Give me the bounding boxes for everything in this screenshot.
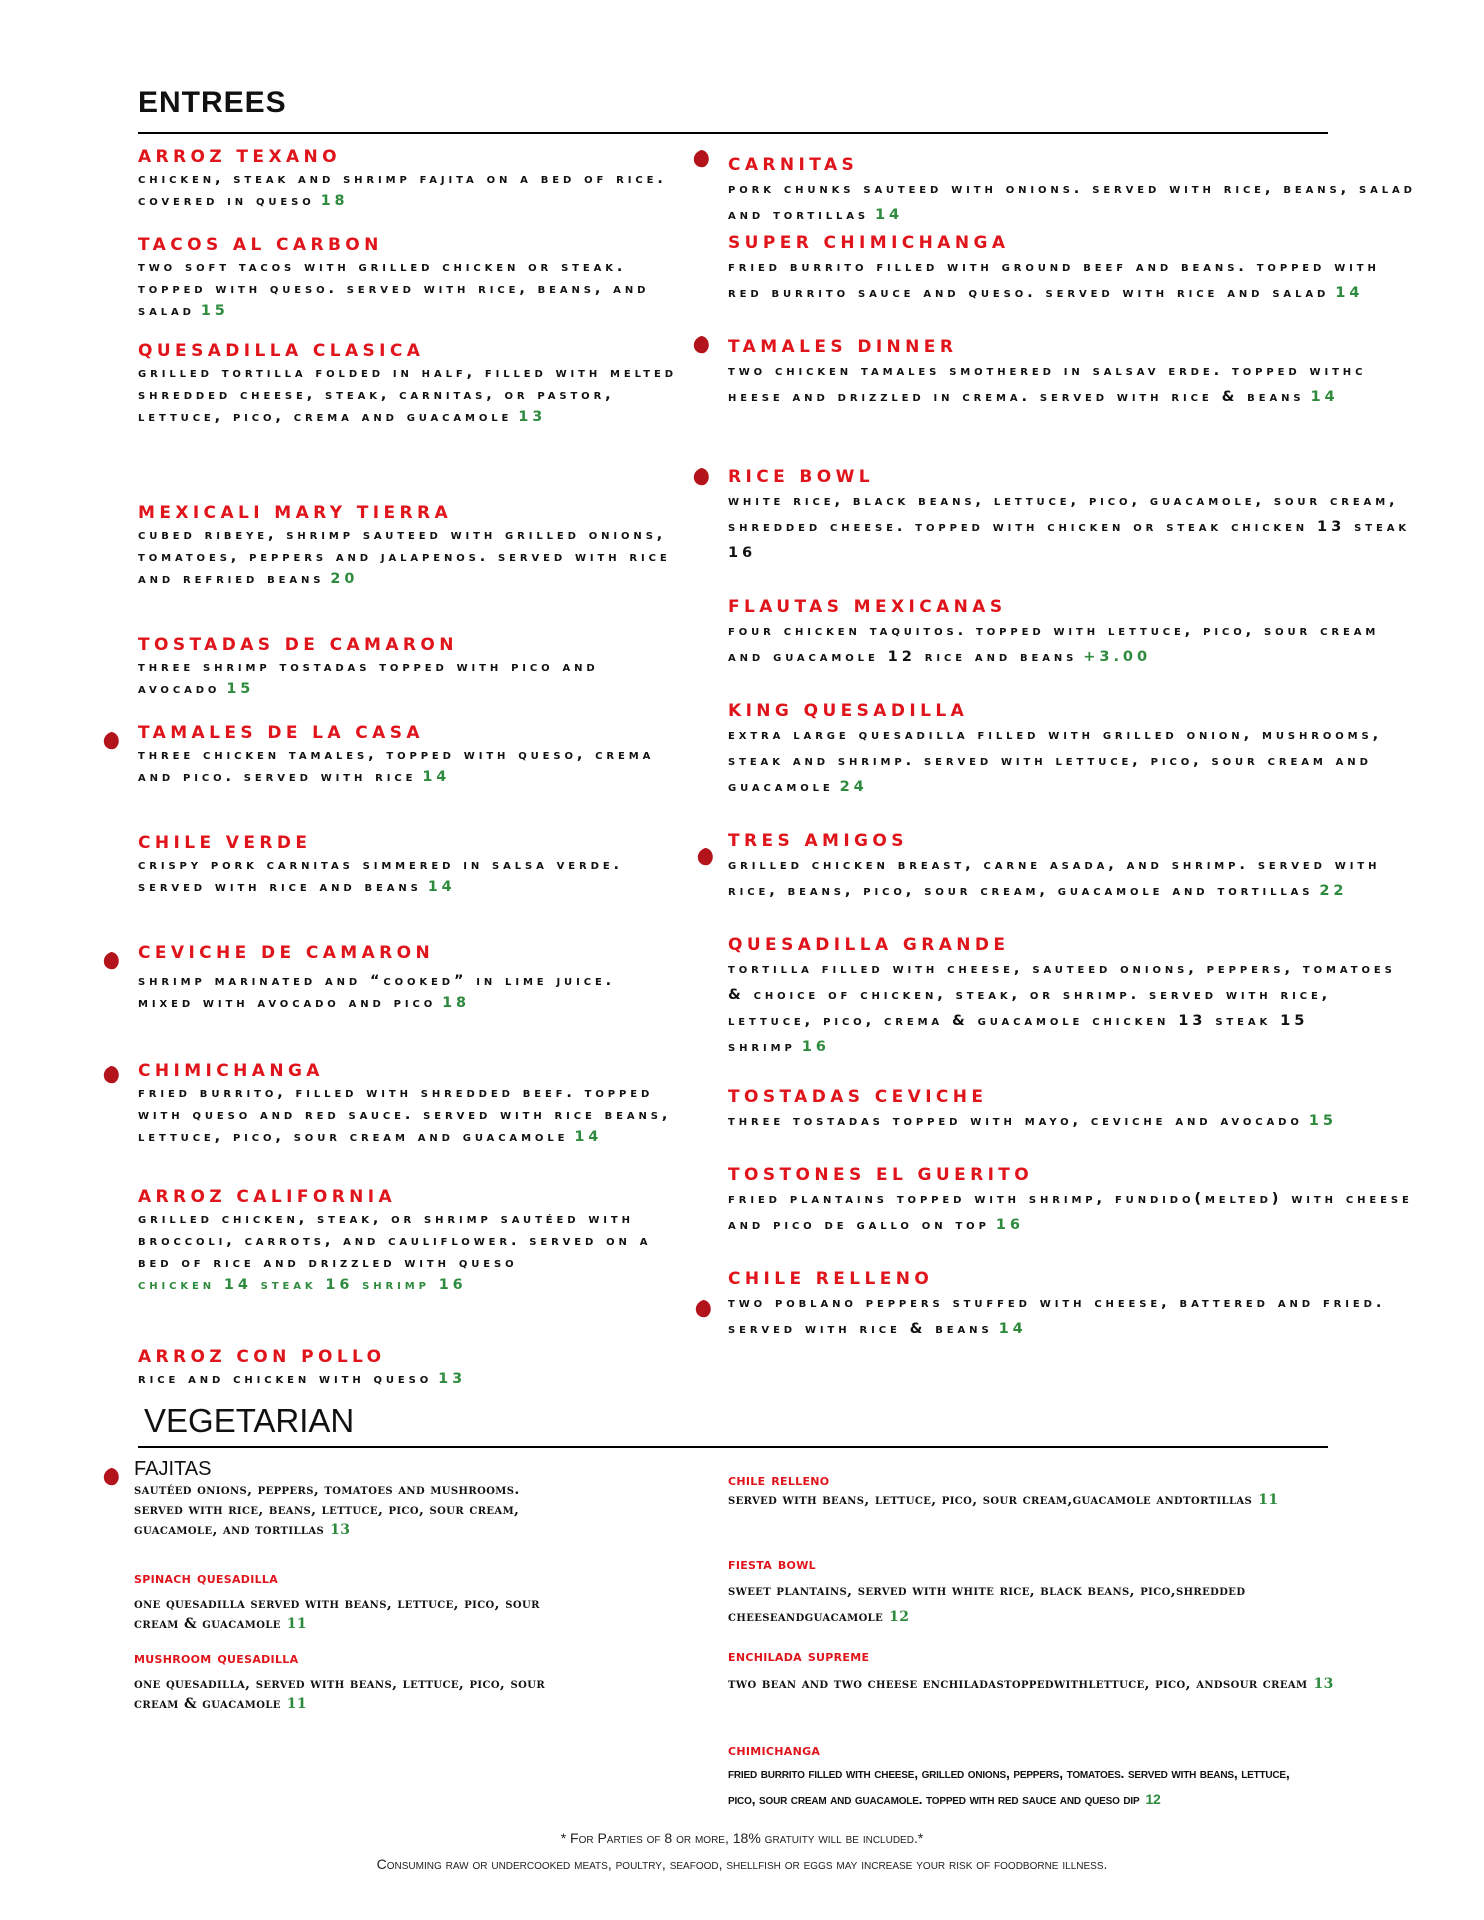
menu-item <box>138 942 678 1014</box>
item-price: 16 <box>995 1216 1024 1233</box>
menu-item <box>134 1458 574 1540</box>
item-price: 13 <box>330 1522 351 1538</box>
item-desc: two bean and two cheese enchiladastoppedwithlettuce, pico, andsour cream <box>728 1676 1308 1692</box>
chili-pepper-icon <box>100 730 122 752</box>
item-name: chile relleno <box>728 1470 830 1489</box>
item-name: CHILE VERDE <box>138 833 312 853</box>
item-desc: one quesadilla, served with beans, lettuce, pico, sour cream & guacamole <box>134 1676 546 1712</box>
item-name: QUESADILLA GRANDE <box>728 935 1010 955</box>
item-name: chimichanga <box>728 1740 821 1759</box>
item-price: 15 <box>200 303 229 319</box>
item-desc: shrimp marinated and “cooked” in lime juice. mixed with avocado and pico <box>138 973 616 1011</box>
item-name: CHILE RELLENO <box>728 1269 934 1289</box>
item-desc: three tostadas topped with mayo, ceviche and avocado <box>728 1112 1303 1129</box>
item-name: TAMALES DE LA CASA <box>138 723 424 743</box>
item-name: TAMALES DINNER <box>728 337 958 357</box>
menu-item <box>728 1268 1418 1342</box>
item-name: fiesta bowl <box>728 1554 816 1573</box>
item-desc: crispy pork carnitas simmered in salsa verde. served with rice and beans <box>138 857 623 895</box>
menu-item <box>728 1164 1418 1238</box>
menu-item <box>728 1740 1308 1812</box>
menu-item <box>728 830 1418 904</box>
item-price: 14 <box>1335 284 1364 301</box>
item-desc: cubed ribeye, shrimp sauteed with grilled onions, tomatoes, peppers and jalapenos. served with rice and refried beans <box>138 527 671 587</box>
menu-item <box>138 1186 678 1296</box>
item-name: CHIMICHANGA <box>138 1061 324 1081</box>
vegetarian-divider <box>138 1446 1328 1448</box>
item-desc: rice and chicken with queso <box>138 1371 433 1387</box>
menu-item <box>728 154 1418 228</box>
chili-pepper-icon <box>694 846 716 868</box>
item-desc: white rice, black beans, lettuce, pico, guacamole, sour cream, shredded cheese. topped with chicken or steak chicken 13 steak 16 <box>728 492 1410 561</box>
item-desc: two chicken tamales smothered in salsav erde. topped withc heese and drizzled in crema. served with rice & beans <box>728 362 1367 405</box>
vegetarian-heading: VEGETARIAN <box>144 1402 355 1439</box>
chili-pepper-icon <box>100 1064 122 1086</box>
item-price: 11 <box>286 1616 308 1632</box>
item-price: 14 <box>422 769 451 785</box>
item-price: 11 <box>286 1696 308 1712</box>
item-price: 14 <box>574 1129 603 1145</box>
entrees-heading: ENTREES <box>138 86 287 119</box>
menu-item <box>138 1060 678 1148</box>
item-desc: pork chunks sauteed with onions. served with rice, beans, salad and tortillas <box>728 180 1416 223</box>
item-name: mushroom quesadilla <box>134 1648 299 1667</box>
chili-pepper-icon <box>692 1298 714 1320</box>
item-name: spinach quesadilla <box>134 1568 279 1587</box>
item-price: 24 <box>839 778 868 795</box>
item-name: CEVICHE DE CAMARON <box>138 943 435 963</box>
item-price: +3.00 <box>1083 648 1152 665</box>
item-name: QUESADILLA CLASICA <box>138 341 425 361</box>
menu-item <box>728 934 1418 1060</box>
item-name: TOSTONES EL GUERITO <box>728 1165 1034 1185</box>
item-price: 16 <box>801 1038 830 1055</box>
gratuity-note: * For Parties of 8 or more, 18% gratuity will be included.* <box>560 1830 924 1846</box>
item-desc: three chicken tamales, topped with queso, crema and pico. served with rice <box>138 747 655 785</box>
menu-item <box>728 1554 1428 1630</box>
item-price: 13 <box>438 1371 466 1387</box>
chili-pepper-icon <box>690 334 712 356</box>
item-desc: two soft tacos with grilled chicken or steak. topped with queso. served with rice, beans, and salad <box>138 259 650 319</box>
item-name: TOSTADAS DE CAMARON <box>138 635 458 655</box>
item-price: 13 <box>518 409 547 425</box>
menu-item <box>138 634 678 700</box>
item-desc: served with beans, lettuce, pico, sour cream,guacamole andtortillas <box>728 1492 1253 1508</box>
item-price: 14 <box>998 1320 1027 1337</box>
menu-item <box>138 340 678 428</box>
chili-pepper-icon <box>100 950 122 972</box>
menu-item <box>728 1086 1337 1134</box>
item-price: 11 <box>1258 1492 1279 1508</box>
item-name: KING QUESADILLA <box>728 701 969 721</box>
item-name: TRES AMIGOS <box>728 831 908 851</box>
menu-item <box>138 234 678 322</box>
item-desc: fried burrito, filled with shredded beef. topped with queso and red sauce. served with rice beans, lettuce, pico, sour cream and guacamole <box>138 1085 672 1145</box>
item-name: ARROZ CALIFORNIA <box>138 1187 397 1207</box>
item-price: 18 <box>442 995 470 1011</box>
menu-item <box>728 1646 1334 1694</box>
item-price: 14 <box>875 206 904 223</box>
menu-item <box>728 1470 1278 1510</box>
item-price: 18 <box>320 193 349 209</box>
item-desc: tortilla filled with cheese, sauteed onions, peppers, tomatoes & choice of chicken, steak, or shrimp. served with rice, lettuce, pico, crema & guacamole chicken 13 steak 15 shrimp <box>728 960 1396 1055</box>
item-desc: sautéed onions, peppers, tomatoes and mushrooms. served with rice, beans, lettuce, pico, sour cream, guacamole, and tortillas <box>134 1482 520 1538</box>
item-name: enchilada supreme <box>728 1646 870 1665</box>
item-name: ARROZ TEXANO <box>138 147 341 167</box>
menu-item <box>728 336 1418 410</box>
entrees-divider <box>138 132 1328 134</box>
item-name: FLAUTAS MEXICANAS <box>728 597 1007 617</box>
food-safety-warning: Consuming raw or undercooked meats, poultry, seafood, shellfish or eggs may increase your risk of foodborne illness. <box>376 1856 1108 1872</box>
menu-item <box>728 596 1418 670</box>
item-name: MEXICALI MARY TIERRA <box>138 503 453 523</box>
item-desc: fried burrito filled with ground beef and beans. topped with red burrito sauce and queso. served with rice and salad <box>728 258 1380 301</box>
chili-pepper-icon <box>690 148 712 170</box>
item-name: ARROZ CON POLLO <box>138 1347 386 1367</box>
item-name: TACOS AL CARBON <box>138 235 383 255</box>
menu-item <box>134 1648 574 1714</box>
item-desc: fried burrito filled with cheese, grilled onions, peppers, tomatoes. served with beans, lettuce, pico, sour cream and guacamole. topped with red sauce and queso dip <box>728 1765 1290 1807</box>
item-desc: sweet plantains, served with white rice, black beans, pico,shredded cheeseandguacamole <box>728 1583 1246 1625</box>
item-name: FAJITAS <box>134 1458 212 1480</box>
menu-item <box>138 1346 466 1390</box>
item-desc: grilled chicken, steak, or shrimp sautéed with broccoli, carrots, and cauliflower. served on a bed of rice and drizzled with queso <box>138 1211 652 1271</box>
menu-item <box>138 832 678 898</box>
item-desc: four chicken taquitos. topped with lettuce, pico, sour cream and guacamole 12 rice and beans <box>728 622 1380 665</box>
item-desc: extra large quesadilla filled with grilled onion, mushrooms, steak and shrimp. served with lettuce, pico, sour cream and guacamole <box>728 726 1383 795</box>
item-price: 12 <box>1145 1791 1161 1807</box>
item-desc: one quesadilla served with beans, lettuce, pico, sour cream & guacamole <box>134 1596 540 1632</box>
menu-item <box>138 722 678 788</box>
item-name: RICE BOWL <box>728 467 875 487</box>
chili-pepper-icon <box>690 466 712 488</box>
menu-item <box>728 700 1418 800</box>
item-price: 14 <box>427 879 456 895</box>
item-name: SUPER CHIMICHANGA <box>728 233 1010 253</box>
menu-item <box>138 502 678 590</box>
item-desc: chicken, steak and shrimp fajita on a bed of rice. covered in queso <box>138 171 667 209</box>
item-desc: fried plantains topped with shrimp, fundido(melted) with cheese and pico de gallo on top <box>728 1190 1413 1233</box>
item-name: TOSTADAS CEVICHE <box>728 1087 988 1107</box>
item-price: 20 <box>330 571 359 587</box>
item-desc: grilled chicken breast, carne asada, and shrimp. served with rice, beans, pico, sour cream, guacamole and tortillas <box>728 856 1381 899</box>
menu-item <box>138 146 678 212</box>
menu-item <box>728 466 1418 566</box>
item-price: 13 <box>1313 1676 1334 1692</box>
item-desc: two poblano peppers stuffed with cheese, battered and fried. served with rice & beans <box>728 1294 1386 1337</box>
item-price: 15 <box>226 681 255 697</box>
item-price: 12 <box>889 1609 910 1625</box>
item-price: chicken 14 steak 16 shrimp 16 <box>138 1277 467 1293</box>
menu-item <box>728 232 1418 306</box>
item-price: 14 <box>1310 388 1339 405</box>
item-price: 22 <box>1319 882 1348 899</box>
item-name: CARNITAS <box>728 155 859 175</box>
menu-item <box>134 1568 574 1634</box>
item-desc: three shrimp tostadas topped with pico and avocado <box>138 659 599 697</box>
item-desc: grilled tortilla folded in half, filled with melted shredded cheese, steak, carnitas, or pastor, lettuce, pico, crema and guacamole <box>138 365 677 425</box>
item-price: 15 <box>1308 1112 1337 1129</box>
chili-pepper-icon <box>100 1466 122 1488</box>
